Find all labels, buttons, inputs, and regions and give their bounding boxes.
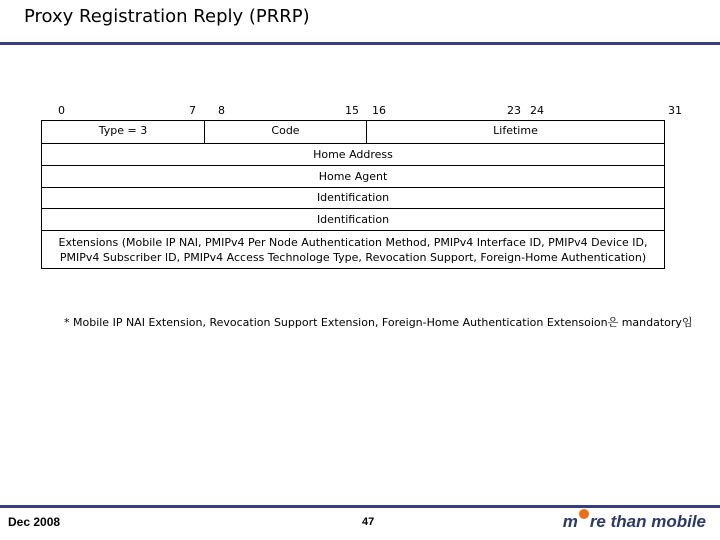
brand-logo [563, 512, 706, 532]
identification-row-2 [42, 209, 664, 231]
logo-prefix: m [562, 512, 578, 531]
mandatory-note: * Mobile IP NAI Extension, Revocation Support Extension, Foreign-Home Authentication Extensoion은 mandatory임 [64, 316, 693, 329]
bit-label-23: 23 [507, 104, 521, 117]
bit-label-8: 8 [218, 104, 225, 117]
identification-field-1: Identification [316, 191, 390, 204]
header-row [42, 121, 664, 144]
extensions-field [42, 231, 664, 268]
bit-label-31: 31 [668, 104, 682, 117]
logo-suffix: re than mobile [589, 512, 706, 531]
packet-format-diagram [41, 120, 665, 269]
home-agent-row [42, 166, 664, 188]
bit-label-15: 15 [345, 104, 359, 117]
extensions-row [42, 231, 664, 269]
footer-divider [0, 505, 720, 508]
bit-label-16: 16 [372, 104, 386, 117]
page-number: 47 [362, 516, 375, 528]
home-address-row [42, 144, 664, 166]
identification-field-2: Identification [316, 212, 390, 226]
home-agent-field: Home Agent [318, 169, 388, 183]
page-title: Proxy Registration Reply (PRRP) [24, 6, 310, 27]
type-field: Type = 3 [98, 124, 148, 137]
extensions-line-2: PMIPv4 Subscriber ID, PMIPv4 Access Technologe Type, Revocation Support, Foreign-Home Authentication) [59, 250, 647, 264]
identification-row-1 [42, 188, 664, 209]
bit-label-24: 24 [530, 104, 544, 117]
logo-dot-icon [579, 509, 589, 519]
title-divider [0, 42, 720, 45]
footer-date: Dec 2008 [8, 515, 61, 529]
bit-label-0: 0 [58, 104, 65, 117]
code-field: Code [204, 121, 366, 143]
lifetime-field: Lifetime [366, 121, 664, 143]
extensions-line-1: Extensions (Mobile IP NAI, PMIPv4 Per Node Authentication Method, PMIPv4 Interface ID, PMIPv4 Device ID, [58, 235, 648, 249]
home-address-field: Home Address [313, 147, 393, 161]
bit-label-7: 7 [189, 104, 196, 117]
